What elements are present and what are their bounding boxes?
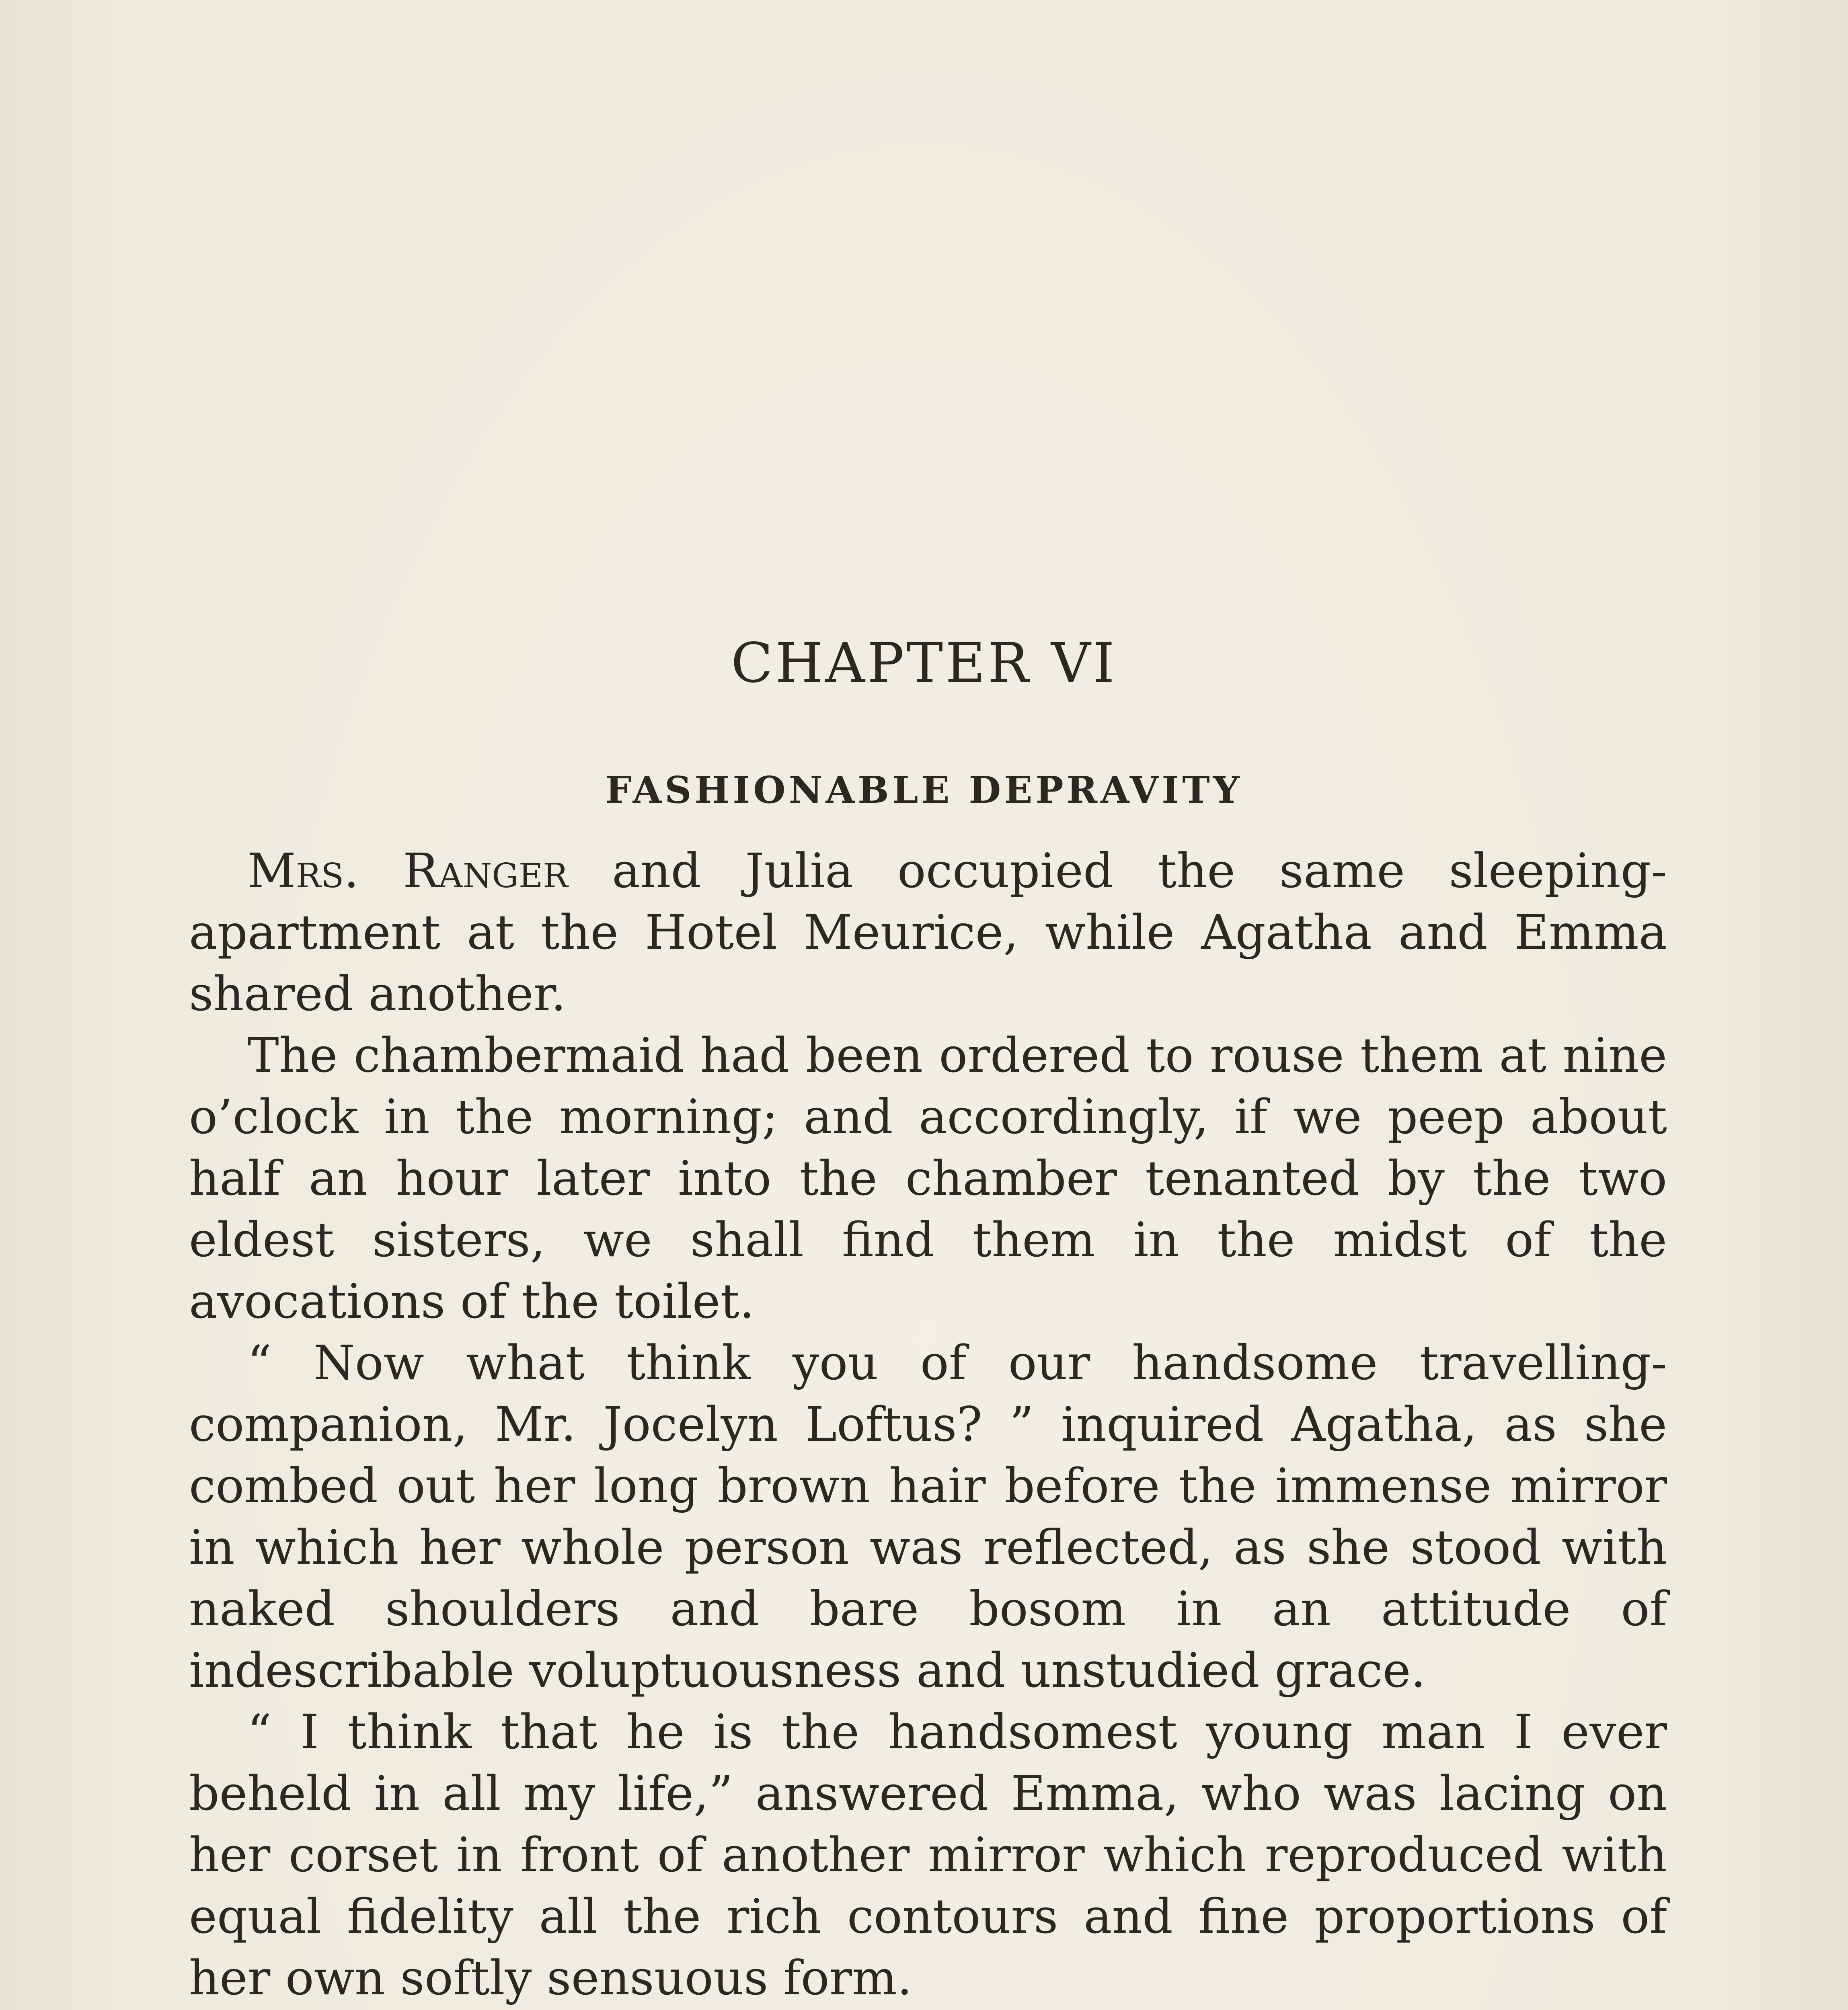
- paragraph-text: and Julia occupied the same sleeping-apartment at the Hotel Meurice, while Agatha and Emma shared another.: [189, 843, 1667, 1021]
- chapter-subtitle: FASHIONABLE DEPRAVITY: [605, 768, 1243, 812]
- paragraph: “ Now what think you of our handsome travelling-companion, Mr. Jocelyn Loftus? ” inquired Agatha, as she combed out her long brown hair before the immense mirror in which her whole person was reflected, as she stood with naked shoulders and bare bosom in an attitude of indescribable voluptuousness and unstudied grace.: [189, 1335, 1667, 1698]
- body-text: [189, 840, 1667, 2010]
- paragraph: [189, 840, 1667, 1025]
- paragraph: “ I think that he is the handsomest young man I ever beheld in all my life,” answered Emma, who was lacing on her corset in front of another mirror which reproduced with equal fidelity all the rich contours and fine proportions of her own softly sensuous form.: [189, 1704, 1667, 2006]
- chapter-title: CHAPTER VI: [731, 632, 1117, 695]
- lead-small-caps: Mrs. Ranger: [247, 843, 568, 898]
- paragraph: The chambermaid had been ordered to rouse them at nine o’clock in the morning; and accordingly, if we peep about half an hour later into the chamber tenanted by the two eldest sisters, we shall find them in the midst of the avocations of the toilet.: [189, 1028, 1667, 1329]
